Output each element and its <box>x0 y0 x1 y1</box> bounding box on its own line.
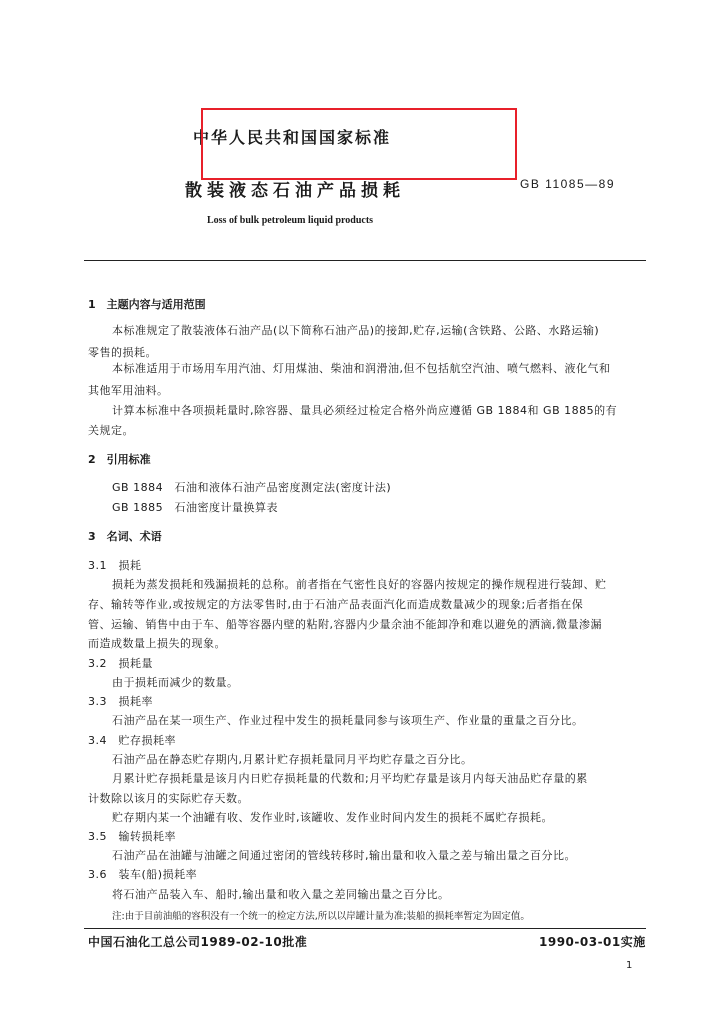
standard-code: GB 11085—89 <box>520 177 615 191</box>
paragraph-line: 其他军用油料。 <box>88 384 169 397</box>
subsection-heading: 3.6 装车(船)损耗率 <box>88 868 198 881</box>
paragraph-line: 计算本标准中各项损耗量时,除容器、量具必须经过检定合格外尚应遵循 GB 1884和 GB 1885的有 <box>112 404 618 417</box>
subsection-heading: 3.1 损耗 <box>88 559 142 572</box>
paragraph-line: 月累计贮存损耗量是该月内日贮存损耗量的代数和;月平均贮存量是该月内每天油品贮存量的累 <box>112 772 588 785</box>
footer-divider <box>84 928 646 929</box>
paragraph-line: 损耗为蒸发损耗和残漏损耗的总称。前者指在气密性良好的容器内按规定的操作规程进行装卸、贮 <box>112 578 607 591</box>
standard-name: 中华人民共和国国家标准 <box>193 128 392 147</box>
paragraph-line: 将石油产品装入车、船时,输出量和收入量之差同输出量之百分比。 <box>112 888 450 901</box>
approval-line: 中国石油化工总公司1989-02-10批准 <box>88 935 308 949</box>
subsection-heading: 3.3 损耗率 <box>88 695 153 708</box>
highlight-box <box>201 108 517 180</box>
subsection-heading: 3.2 损耗量 <box>88 657 153 670</box>
section-3-heading: 3 名词、术语 <box>88 530 162 543</box>
paragraph-line: 存、输转等作业,或按规定的方法零售时,由于石油产品表面汽化而造成数量减少的现象;后者指在保 <box>88 598 584 611</box>
paragraph-line: 管、运输、销售中由于车、船等容器内壁的粘附,容器内少量余油不能卸净和难以避免的洒滴,微量渗漏 <box>88 618 602 631</box>
paragraph-line: 而造成数量上损失的现象。 <box>88 637 226 650</box>
paragraph-line: 石油产品在油罐与油罐之间通过密闭的管线转移时,输出量和收入量之差与输出量之百分比。 <box>112 849 576 862</box>
paragraph-line: 石油产品在某一项生产、作业过程中发生的损耗量同参与该项生产、作业量的重量之百分比。 <box>112 714 584 727</box>
reference-item: GB 1885 石油密度计量换算表 <box>112 501 279 514</box>
reference-item: GB 1884 石油和液体石油产品密度测定法(密度计法) <box>112 481 392 494</box>
english-title: Loss of bulk petroleum liquid products <box>207 215 374 226</box>
paragraph-line: 关规定。 <box>88 424 134 437</box>
section-2-heading: 2 引用标准 <box>88 453 151 466</box>
effective-date: 1990-03-01实施 <box>539 935 646 949</box>
subsection-heading: 3.5 输转损耗率 <box>88 830 176 843</box>
paragraph-line: 由于损耗而减少的数量。 <box>112 676 239 689</box>
paragraph-line: 零售的损耗。 <box>88 346 157 359</box>
header-divider <box>84 260 646 261</box>
paragraph-line: 石油产品在静态贮存期内,月累计贮存损耗量同月平均贮存量之百分比。 <box>112 753 473 766</box>
footnote: 注:由于目前油船的容积没有一个统一的检定方法,所以以岸罐计量为准;装船的损耗率暂定为固定值。 <box>112 911 530 922</box>
section-1-heading: 1 主题内容与适用范围 <box>88 298 206 311</box>
paragraph-line: 贮存期内某一个油罐有收、发作业时,该罐收、发作业时间内发生的损耗不属贮存损耗。 <box>112 811 553 824</box>
paragraph-line: 本标准规定了散装液体石油产品(以下简称石油产品)的接卸,贮存,运输(含铁路、公路、水路运输) <box>112 324 600 337</box>
page-number: 1 <box>626 960 633 971</box>
subsection-heading: 3.4 贮存损耗率 <box>88 734 176 747</box>
paragraph-line: 计数除以该月的实际贮存天数。 <box>88 792 249 805</box>
paragraph-line: 本标准适用于市场用车用汽油、灯用煤油、柴油和润滑油,但不包括航空汽油、喷气燃料、液化气和 <box>112 362 611 375</box>
document-title: 散装液态石油产品损耗 <box>185 181 405 201</box>
